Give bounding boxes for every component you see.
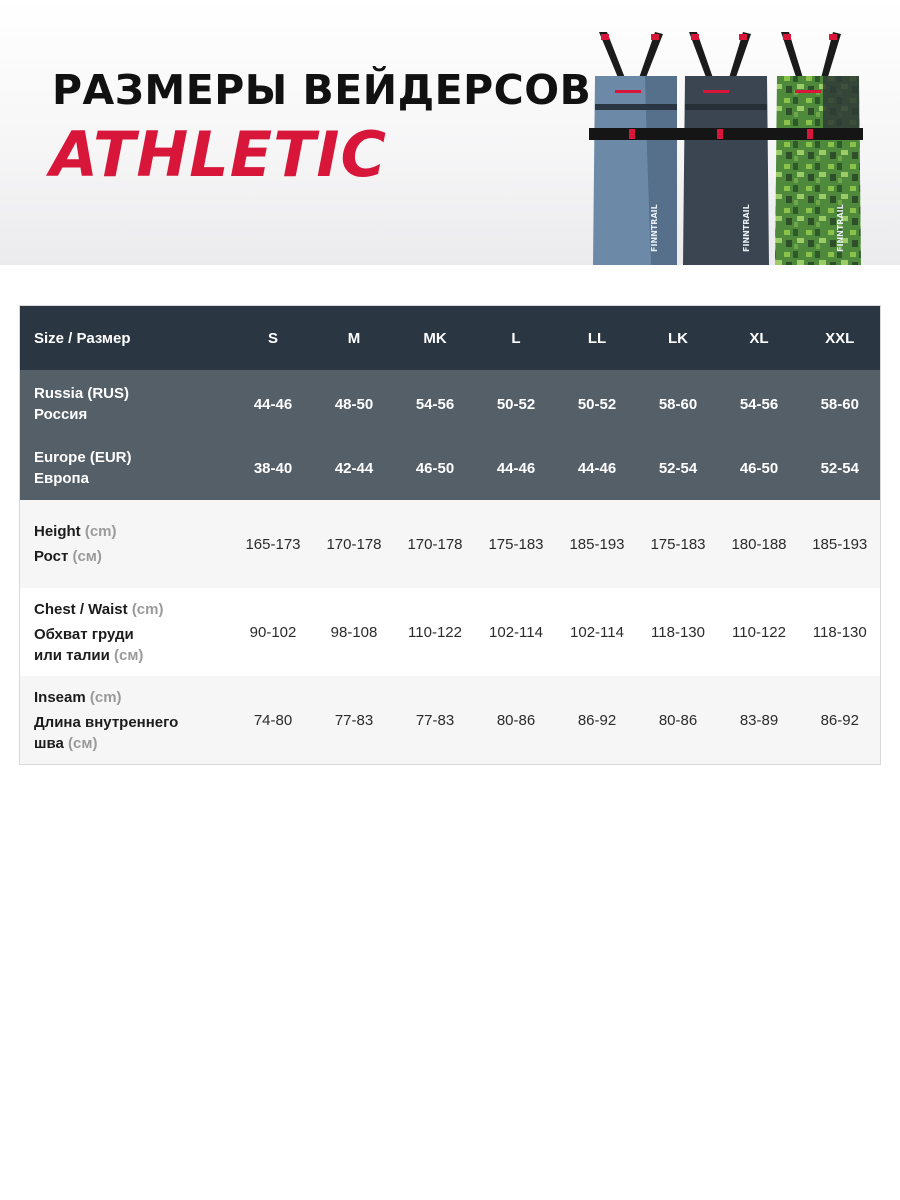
table-cell: 170-178 [314,500,395,588]
page-title: РАЗМЕРЫ ВЕЙДЕРСОВ [52,66,592,114]
height-row [20,500,881,588]
inseam-label-ru-1: Длина внутреннего [34,713,179,731]
inseam-label-en: Inseam [34,688,86,706]
height-row-label [20,500,233,588]
table-cell: 54-56 [719,370,800,436]
wader-graphite [681,32,773,265]
eur-label-en: Europe (EUR) [34,449,132,466]
table-cell: 42-44 [314,436,395,500]
chest-label-ru-1: Обхват груди [34,625,134,643]
rus-row-label [20,370,233,436]
table-cell: 118-130 [800,588,881,676]
size-column-header: LK [638,306,719,371]
inseam-row-label [20,676,233,765]
inseam-unit-ru: (см) [68,734,98,752]
chest-unit-en: (cm) [131,600,164,618]
model-name: ATHLETIC [50,118,387,191]
table-cell: 74-80 [233,676,314,765]
table-cell: 58-60 [638,370,719,436]
table-cell: 80-86 [476,676,557,765]
table-cell: 52-54 [800,436,881,500]
table-cell: 52-54 [638,436,719,500]
table-cell: 165-173 [233,500,314,588]
table-cell: 58-60 [800,370,881,436]
eur-size-row [20,436,881,500]
size-header-label: Size / Размер [20,306,233,371]
inseam-row [20,676,881,765]
table-cell: 90-102 [233,588,314,676]
chest-waist-row [20,588,881,676]
header-banner [0,0,900,265]
table-cell: 46-50 [395,436,476,500]
table-cell: 50-52 [557,370,638,436]
table-cell: 175-183 [638,500,719,588]
brand-label: FINNTRAIL [650,204,659,252]
size-chart-table [19,305,881,765]
table-cell: 86-92 [800,676,881,765]
table-cell: 170-178 [395,500,476,588]
table-cell: 54-56 [395,370,476,436]
chest-unit-ru: (см) [113,646,144,664]
table-cell: 175-183 [476,500,557,588]
table-cell: 48-50 [314,370,395,436]
chest-row-label [20,588,233,676]
chest-label-ru-2: или талии [34,646,110,664]
table-cell: 83-89 [719,676,800,765]
size-column-header: M [314,306,395,371]
rus-label-ru: Россия [34,406,88,423]
table-cell: 38-40 [233,436,314,500]
waders-product-image [585,30,865,265]
table-cell: 110-122 [395,588,476,676]
inseam-label-ru-2: шва [34,734,64,752]
table-cell: 102-114 [557,588,638,676]
chest-label-en: Chest / Waist [34,600,128,618]
size-header-row [20,306,881,371]
size-column-header: MK [395,306,476,371]
table-cell: 50-52 [476,370,557,436]
size-column-header: XXL [800,306,881,371]
table-cell: 110-122 [719,588,800,676]
wader-blue [589,32,683,265]
height-label-en: Height [34,523,81,540]
table-cell: 98-108 [314,588,395,676]
rus-label-en: Russia (RUS) [34,385,130,402]
table-cell: 86-92 [557,676,638,765]
table-cell: 44-46 [557,436,638,500]
table-cell: 46-50 [719,436,800,500]
height-unit-ru: (см) [72,548,102,565]
table-cell: 44-46 [233,370,314,436]
rus-size-row [20,370,881,436]
table-cell: 185-193 [557,500,638,588]
table-cell: 180-188 [719,500,800,588]
height-unit-en: (cm) [84,523,117,540]
size-column-header: S [233,306,314,371]
height-label-ru: Рост [34,548,69,565]
table-cell: 44-46 [476,436,557,500]
brand-label: FINNTRAIL [836,204,845,252]
table-cell: 118-130 [638,588,719,676]
table-cell: 77-83 [314,676,395,765]
eur-label-ru: Европа [34,470,89,487]
size-column-header: L [476,306,557,371]
size-column-header: LL [557,306,638,371]
brand-label: FINNTRAIL [742,204,751,252]
eur-row-label [20,436,233,500]
wader-camo [773,32,863,265]
table-cell: 185-193 [800,500,881,588]
size-column-header: XL [719,306,800,371]
table-cell: 102-114 [476,588,557,676]
inseam-unit-en: (cm) [89,688,122,706]
table-cell: 77-83 [395,676,476,765]
table-cell: 80-86 [638,676,719,765]
